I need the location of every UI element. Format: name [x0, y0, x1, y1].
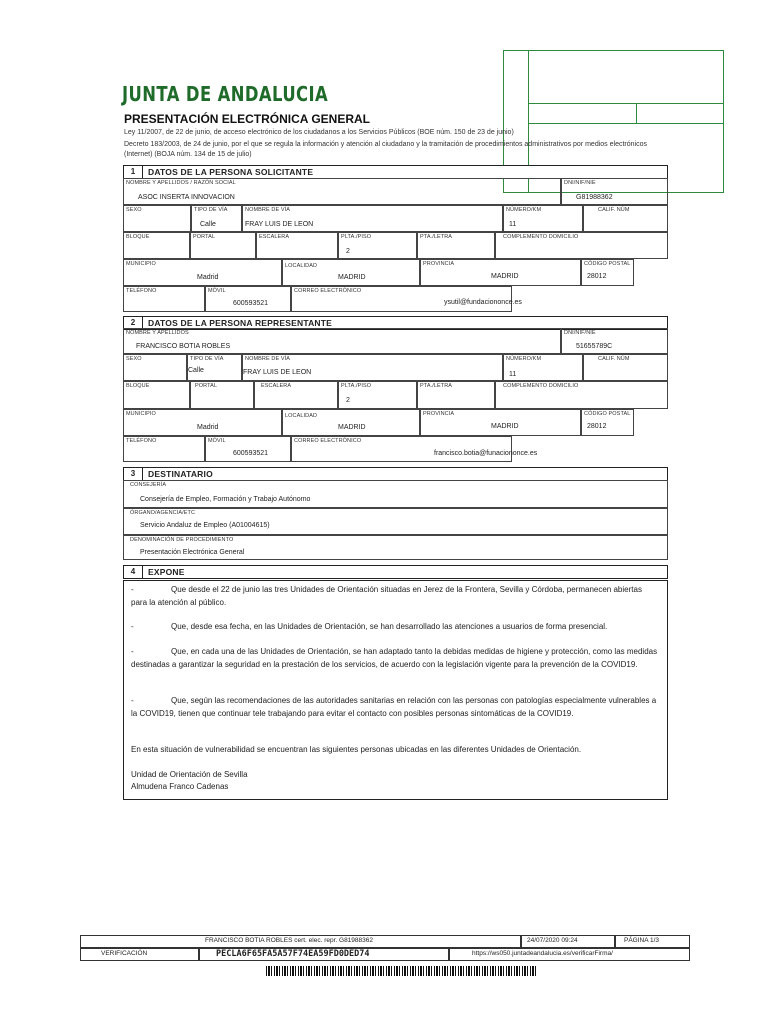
field-label: PORTAL — [195, 383, 218, 389]
field-label: NÚMERO/KM — [506, 207, 542, 213]
field-label: DNI/NIF/NIE — [564, 330, 596, 336]
field-label: CALIF. NÚM — [598, 356, 630, 362]
field-correo — [291, 286, 522, 312]
field-telefono — [123, 286, 205, 312]
section-number: 3 — [124, 468, 143, 480]
field-tipo-via — [187, 354, 242, 381]
field-label: PLTA./PISO — [341, 234, 372, 240]
field-denominacion — [123, 535, 668, 560]
field-codigo-postal — [581, 259, 634, 286]
field-sexo — [123, 354, 187, 381]
field-nombre-via — [242, 205, 503, 232]
field-bloque — [123, 232, 190, 259]
expone-paragraph-5: En esta situación de vulnerabilidad se encuentran las siguientes personas ubicadas en las diferentes Unidades de Orientación. — [131, 745, 582, 754]
field-label: NOMBRE Y APELLIDOS — [126, 330, 189, 336]
field-portal — [190, 232, 256, 259]
section-title: DESTINATARIO — [148, 469, 213, 479]
field-value: francisco.botia@funaciononce.es — [434, 450, 538, 457]
field-label: NOMBRE DE VÍA — [245, 207, 291, 213]
field-label: ESCALERA — [261, 383, 292, 389]
footer-verification-code: PECLA6F65FA5A57F74EA59FD0DED74 — [216, 949, 370, 959]
field-telefono — [123, 436, 205, 462]
field-dni — [561, 178, 668, 205]
footer-signer: FRANCISCO BOTIA ROBLES cert. elec. repr. G81988362 — [205, 937, 373, 944]
paragraph-text: Que, según las recomendaciones de las autoridades sanitarias en relación con las personas con patologías especialmente vulnerables a la COVID19, tienen que continuar tele trabajando para evitar el contacto con posibles personas sintomáticas de la COVID19. — [131, 696, 657, 718]
footer-signer-cell — [80, 935, 521, 948]
field-label: MUNICIPIO — [126, 411, 156, 417]
field-value: FRAY LUIS DE LEON — [243, 369, 312, 376]
expone-paragraph-6b: Almudena Franco Cadenas — [131, 782, 229, 791]
section-4-header — [123, 565, 668, 579]
field-value: Servicio Andaluz de Empleo (A01004615) — [140, 522, 270, 529]
field-value: MADRID — [491, 273, 519, 280]
bullet-dash: - — [131, 696, 134, 705]
legal-text-1: Ley 11/2007, de 22 de junio, de acceso electrónico de los ciudadanos a los Servicios Públicos (BOE núm. 150 de 23 de junio) — [124, 129, 514, 136]
field-label: DENOMINACIÓN DE PROCEDIMIENTO — [130, 537, 234, 543]
field-numero — [503, 205, 583, 232]
stamp-col-divider — [636, 103, 637, 123]
field-numero — [503, 354, 583, 381]
section-number: 4 — [124, 566, 143, 578]
field-label: NOMBRE DE VÍA — [245, 356, 291, 362]
field-label: NOMBRE Y APELLIDOS / RAZÓN SOCIAL — [126, 180, 236, 186]
field-label: LOCALIDAD — [285, 263, 318, 269]
field-sexo — [123, 205, 191, 232]
field-label: BLOQUE — [126, 234, 150, 240]
field-label: NÚMERO/KM — [506, 356, 542, 362]
expone-paragraph-6a: Unidad de Orientación de Sevilla — [131, 770, 248, 779]
field-label: COMPLEMENTO DOMICILIO — [503, 234, 579, 240]
field-label: PLTA./PISO — [341, 383, 372, 389]
field-escalera — [254, 381, 338, 409]
field-label: COMPLEMENTO DOMICILIO — [503, 383, 579, 389]
field-label: CORREO ELECTRÓNICO — [294, 288, 362, 294]
field-value: 2 — [346, 248, 350, 255]
field-value: MADRID — [491, 423, 519, 430]
field-localidad — [282, 259, 420, 286]
field-value: 600593521 — [233, 300, 269, 307]
barcode — [266, 966, 536, 976]
stamp-row-divider — [528, 103, 723, 104]
field-movil — [205, 286, 291, 312]
field-label: PROVINCIA — [423, 411, 455, 417]
expone-paragraph-3 — [131, 646, 658, 671]
field-complemento — [495, 381, 668, 409]
field-label: PORTAL — [193, 234, 216, 240]
field-value: 600593521 — [233, 450, 269, 457]
section-number: 1 — [124, 166, 143, 178]
section-3-header — [123, 467, 668, 481]
field-label: CORREO ELECTRÓNICO — [294, 438, 362, 444]
field-value: 28012 — [587, 273, 607, 280]
paragraph-text: Que, en cada una de las Unidades de Orientación, se han adaptado tanto la debidas medidas de higiene y protección, como las medidas destinadas a garantizar la seguridad en la prestación de los servicios, de acuerdo con la legislación vigente para la prevención de la COVID19. — [131, 647, 658, 669]
field-label: ESCALERA — [259, 234, 290, 240]
footer-date: 24/07/2020 09:24 — [527, 937, 578, 944]
field-label: SEXO — [126, 356, 142, 362]
field-value: FRAY LUIS DE LEON — [245, 221, 314, 228]
field-label: CONSEJERÍA — [130, 482, 167, 488]
field-label: PTA./LETRA — [420, 234, 453, 240]
section-1-body — [123, 178, 668, 312]
paragraph-text: Que desde el 22 de junio las tres Unidades de Orientación situadas en Jerez de la Frontera, Sevilla y Córdoba, permanecen abiertas para la atención al público. — [131, 585, 642, 607]
field-organo — [123, 508, 668, 535]
field-pta-letra — [417, 232, 495, 259]
field-pta-letra — [417, 381, 495, 409]
field-municipio — [123, 409, 282, 436]
field-value: 11 — [509, 371, 517, 378]
field-label: CÓDIGO POSTAL — [584, 411, 631, 417]
field-value: FRANCISCO BOTIA ROBLES — [136, 343, 231, 350]
field-tipo-via — [191, 205, 242, 232]
field-label: MÓVIL — [208, 288, 226, 294]
field-value: ASOC INSERTA INNOVACION — [138, 194, 235, 201]
field-label: LOCALIDAD — [285, 413, 318, 419]
field-consejeria — [123, 480, 668, 508]
footer-page: PÁGINA 1/3 — [624, 937, 660, 944]
footer-code-cell — [199, 948, 449, 961]
field-value: 28012 — [587, 423, 607, 430]
section-2-body — [123, 328, 668, 462]
field-label: TELÉFONO — [126, 438, 157, 444]
field-codigo-postal — [581, 409, 634, 436]
section-1-header — [123, 165, 668, 179]
field-calif-num — [583, 205, 668, 232]
field-label: PROVINCIA — [423, 261, 455, 267]
section-number: 2 — [124, 317, 143, 329]
field-value: 11 — [509, 221, 517, 228]
footer-url-cell — [449, 948, 690, 961]
field-value: 51655789C — [576, 343, 613, 350]
expone-paragraph-4 — [131, 695, 658, 720]
field-plta-piso — [338, 232, 417, 259]
field-label: ÓRGANO/AGENCIA/ETC — [130, 510, 196, 516]
footer-verification-label: VERIFICACIÓN — [101, 950, 148, 957]
legal-text-2: Decreto 183/2003, de 24 de junio, por el que se regula la información y atención al ciudadano y la tramitación de procedimientos administrativos por medios electrónicos — [124, 141, 647, 148]
field-value: Madrid — [197, 424, 219, 431]
field-value: ysutil@fundaciononce.es — [444, 299, 522, 306]
field-label: MUNICIPIO — [126, 261, 156, 267]
section-title: DATOS DE LA PERSONA SOLICITANTE — [148, 167, 314, 177]
section-title: DATOS DE LA PERSONA REPRESENTANTE — [148, 318, 333, 328]
field-label: CÓDIGO POSTAL — [584, 261, 631, 267]
field-value: 2 — [346, 397, 350, 404]
expone-text-box — [123, 580, 668, 800]
field-nombre — [123, 328, 561, 354]
field-value: G81988362 — [576, 194, 613, 201]
paragraph-text: Que, desde esa fecha, en las Unidades de Orientación, se han desarrollado las atenciones a usuarios de forma presencial. — [171, 622, 608, 631]
expone-paragraph-2 — [131, 621, 658, 634]
field-bloque — [123, 381, 190, 409]
field-provincia — [420, 409, 581, 436]
bullet-dash: - — [131, 585, 134, 594]
bullet-dash: - — [131, 647, 134, 656]
field-localidad — [282, 409, 420, 436]
field-nombre-via — [242, 354, 503, 381]
bullet-dash: - — [131, 622, 134, 631]
field-label: DNI/NIF/NIE — [564, 180, 596, 186]
legal-text-3: (Internet) (BOJA núm. 134 de 15 de julio) — [124, 151, 252, 158]
field-value: MADRID — [338, 274, 366, 281]
field-label: PTA./LETRA — [420, 383, 453, 389]
page-title: PRESENTACIÓN ELECTRÓNICA GENERAL — [124, 112, 371, 126]
footer-verification-label-cell — [80, 948, 199, 961]
field-value: Consejería de Empleo, Formación y Trabajo Autónomo — [140, 496, 311, 503]
stamp-row-divider — [528, 123, 723, 124]
field-correo — [291, 436, 538, 462]
junta-logo: JUNTA DE ANDALUCIA — [122, 82, 329, 106]
field-label: MÓVIL — [208, 438, 226, 444]
field-label: BLOQUE — [126, 383, 150, 389]
field-escalera — [256, 232, 338, 259]
field-movil — [205, 436, 291, 462]
field-calif-num — [583, 354, 668, 381]
field-value: Calle — [188, 367, 204, 374]
field-value: Presentación Electrónica General — [140, 549, 245, 556]
field-plta-piso — [338, 381, 417, 409]
field-nombre — [123, 178, 561, 205]
field-complemento — [495, 232, 668, 259]
field-portal — [190, 381, 254, 409]
field-label: CALIF. NÚM — [598, 207, 630, 213]
footer-page-cell — [615, 935, 690, 948]
footer-verify-link[interactable]: https://ws050.juntadeandalucia.es/verificarFirma/ — [472, 950, 613, 957]
section-3-body — [123, 480, 668, 560]
field-provincia — [420, 259, 581, 286]
field-dni — [561, 328, 668, 354]
field-label: TIPO DE VÍA — [190, 356, 224, 362]
field-label: TELÉFONO — [126, 288, 157, 294]
field-label: TIPO DE VÍA — [194, 207, 228, 213]
field-value: Madrid — [197, 274, 219, 281]
field-label: SEXO — [126, 207, 142, 213]
expone-paragraph-1 — [131, 584, 658, 609]
footer-date-cell — [521, 935, 615, 948]
field-municipio — [123, 259, 282, 286]
field-value: Calle — [200, 221, 216, 228]
field-value: MADRID — [338, 424, 366, 431]
section-title: EXPONE — [148, 567, 185, 577]
